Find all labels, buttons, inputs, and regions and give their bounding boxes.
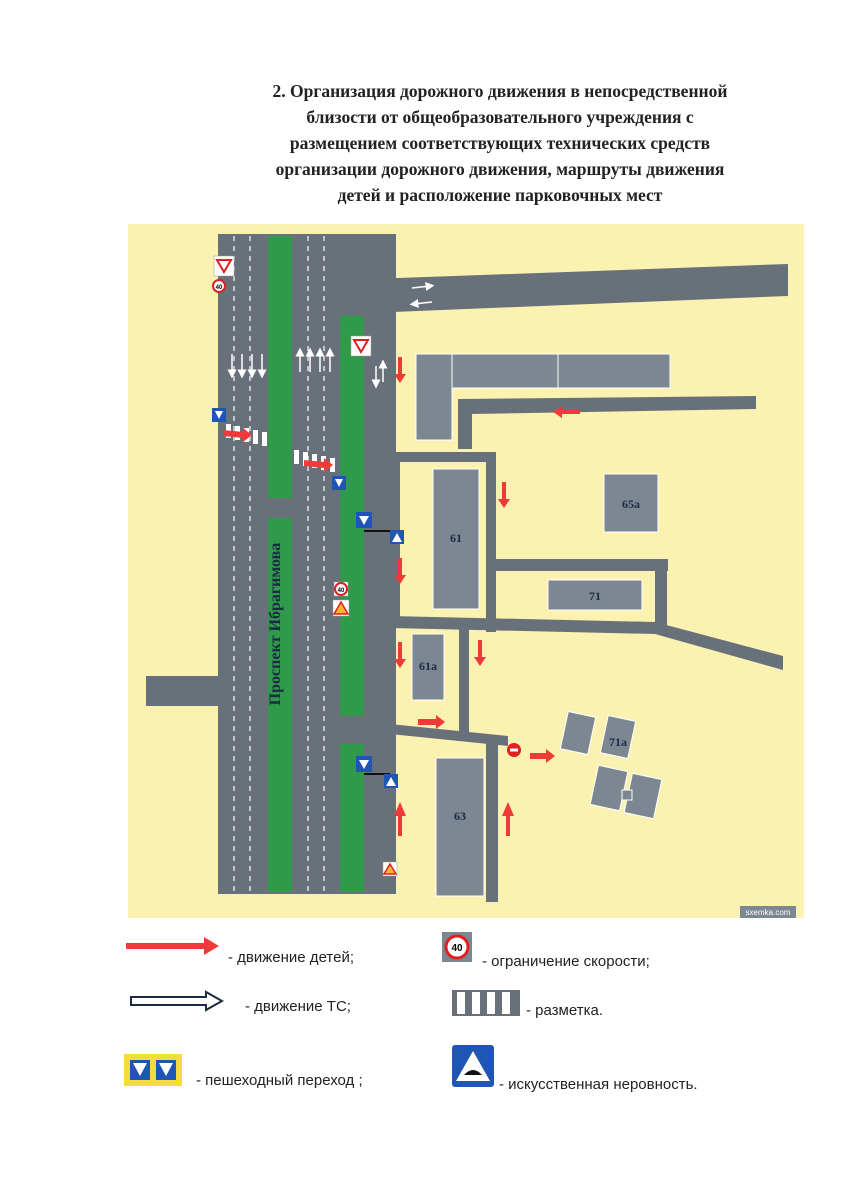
speed-limit-sign [334,582,348,596]
pedestrian-crossing-icon [124,1052,182,1088]
side-road-west [146,676,221,706]
legend-pedestrian-crossing: - пешеходный переход ; [196,1072,363,1089]
building-l-east [558,354,670,388]
road-63-east [486,736,498,902]
building-71a-link [622,790,632,800]
yield-priority-sign [351,336,371,356]
label-71: 71 [589,589,601,603]
legend-vehicle-movement: - движение ТС; [245,998,351,1015]
building-l-vertical [416,354,452,440]
legend-children-movement: - движение детей; [228,949,354,966]
speed-sign-value: 40 [215,285,223,291]
pedestrian-crossing-sign [356,756,372,772]
legend-speed-bump: - искусственная неровность. [499,1076,698,1093]
road-north [368,234,394,314]
title-line: размещением соответствующих технических средств [289,133,711,153]
speed-sign-value: 40 [337,588,345,594]
no-entry-sign [507,743,521,757]
title-line: близости от общеобразовательного учреждения с [306,107,694,127]
children-warning-sign [333,600,349,616]
yield-priority-sign [214,256,234,276]
red-arrow-icon [126,936,220,956]
street-name: Проспект Ибрагимова [267,542,284,706]
road-61a-east [459,622,469,732]
marking-icon [452,990,520,1016]
page-title [200,78,800,208]
median-north [268,236,292,498]
road-61-north [386,452,496,462]
traffic-map [128,224,804,918]
title-line: детей и расположение парковочных мест [337,185,663,205]
outline-arrow-icon [130,990,224,1012]
speed-limit-icon [442,932,472,962]
road-connector [458,399,472,449]
speed-bump-sign [390,530,404,544]
road-71-north [488,559,668,571]
label-71a: 71а [609,735,627,749]
legend-marking: - разметка. [526,1002,603,1019]
label-65a: 65а [622,497,640,511]
label-61a: 61а [419,659,437,673]
label-61: 61 [450,531,462,545]
pedestrian-crossing-sign [332,476,346,490]
watermark: sxemka.com [745,908,791,917]
pedestrian-crossing-sign [212,408,226,422]
title-line: организации дорожного движения, маршруты движения [275,159,725,179]
title-line: 2. Организация дорожного движения в непосредственной [272,81,728,101]
building-63 [436,758,484,896]
speed-limit-sign [213,280,225,292]
speed-bump-icon [452,1045,494,1087]
label-63: 63 [454,809,466,823]
road-71-east [655,559,667,627]
speed-limit-icon-value: 40 [451,943,463,954]
pedestrian-crossing-sign [356,512,372,528]
road-61-east [486,452,496,632]
speed-bump-sign [384,774,398,788]
children-warning-sign [383,862,397,876]
legend-speed-limit: - ограничение скорости; [482,953,650,970]
building-l-mid [452,354,558,388]
